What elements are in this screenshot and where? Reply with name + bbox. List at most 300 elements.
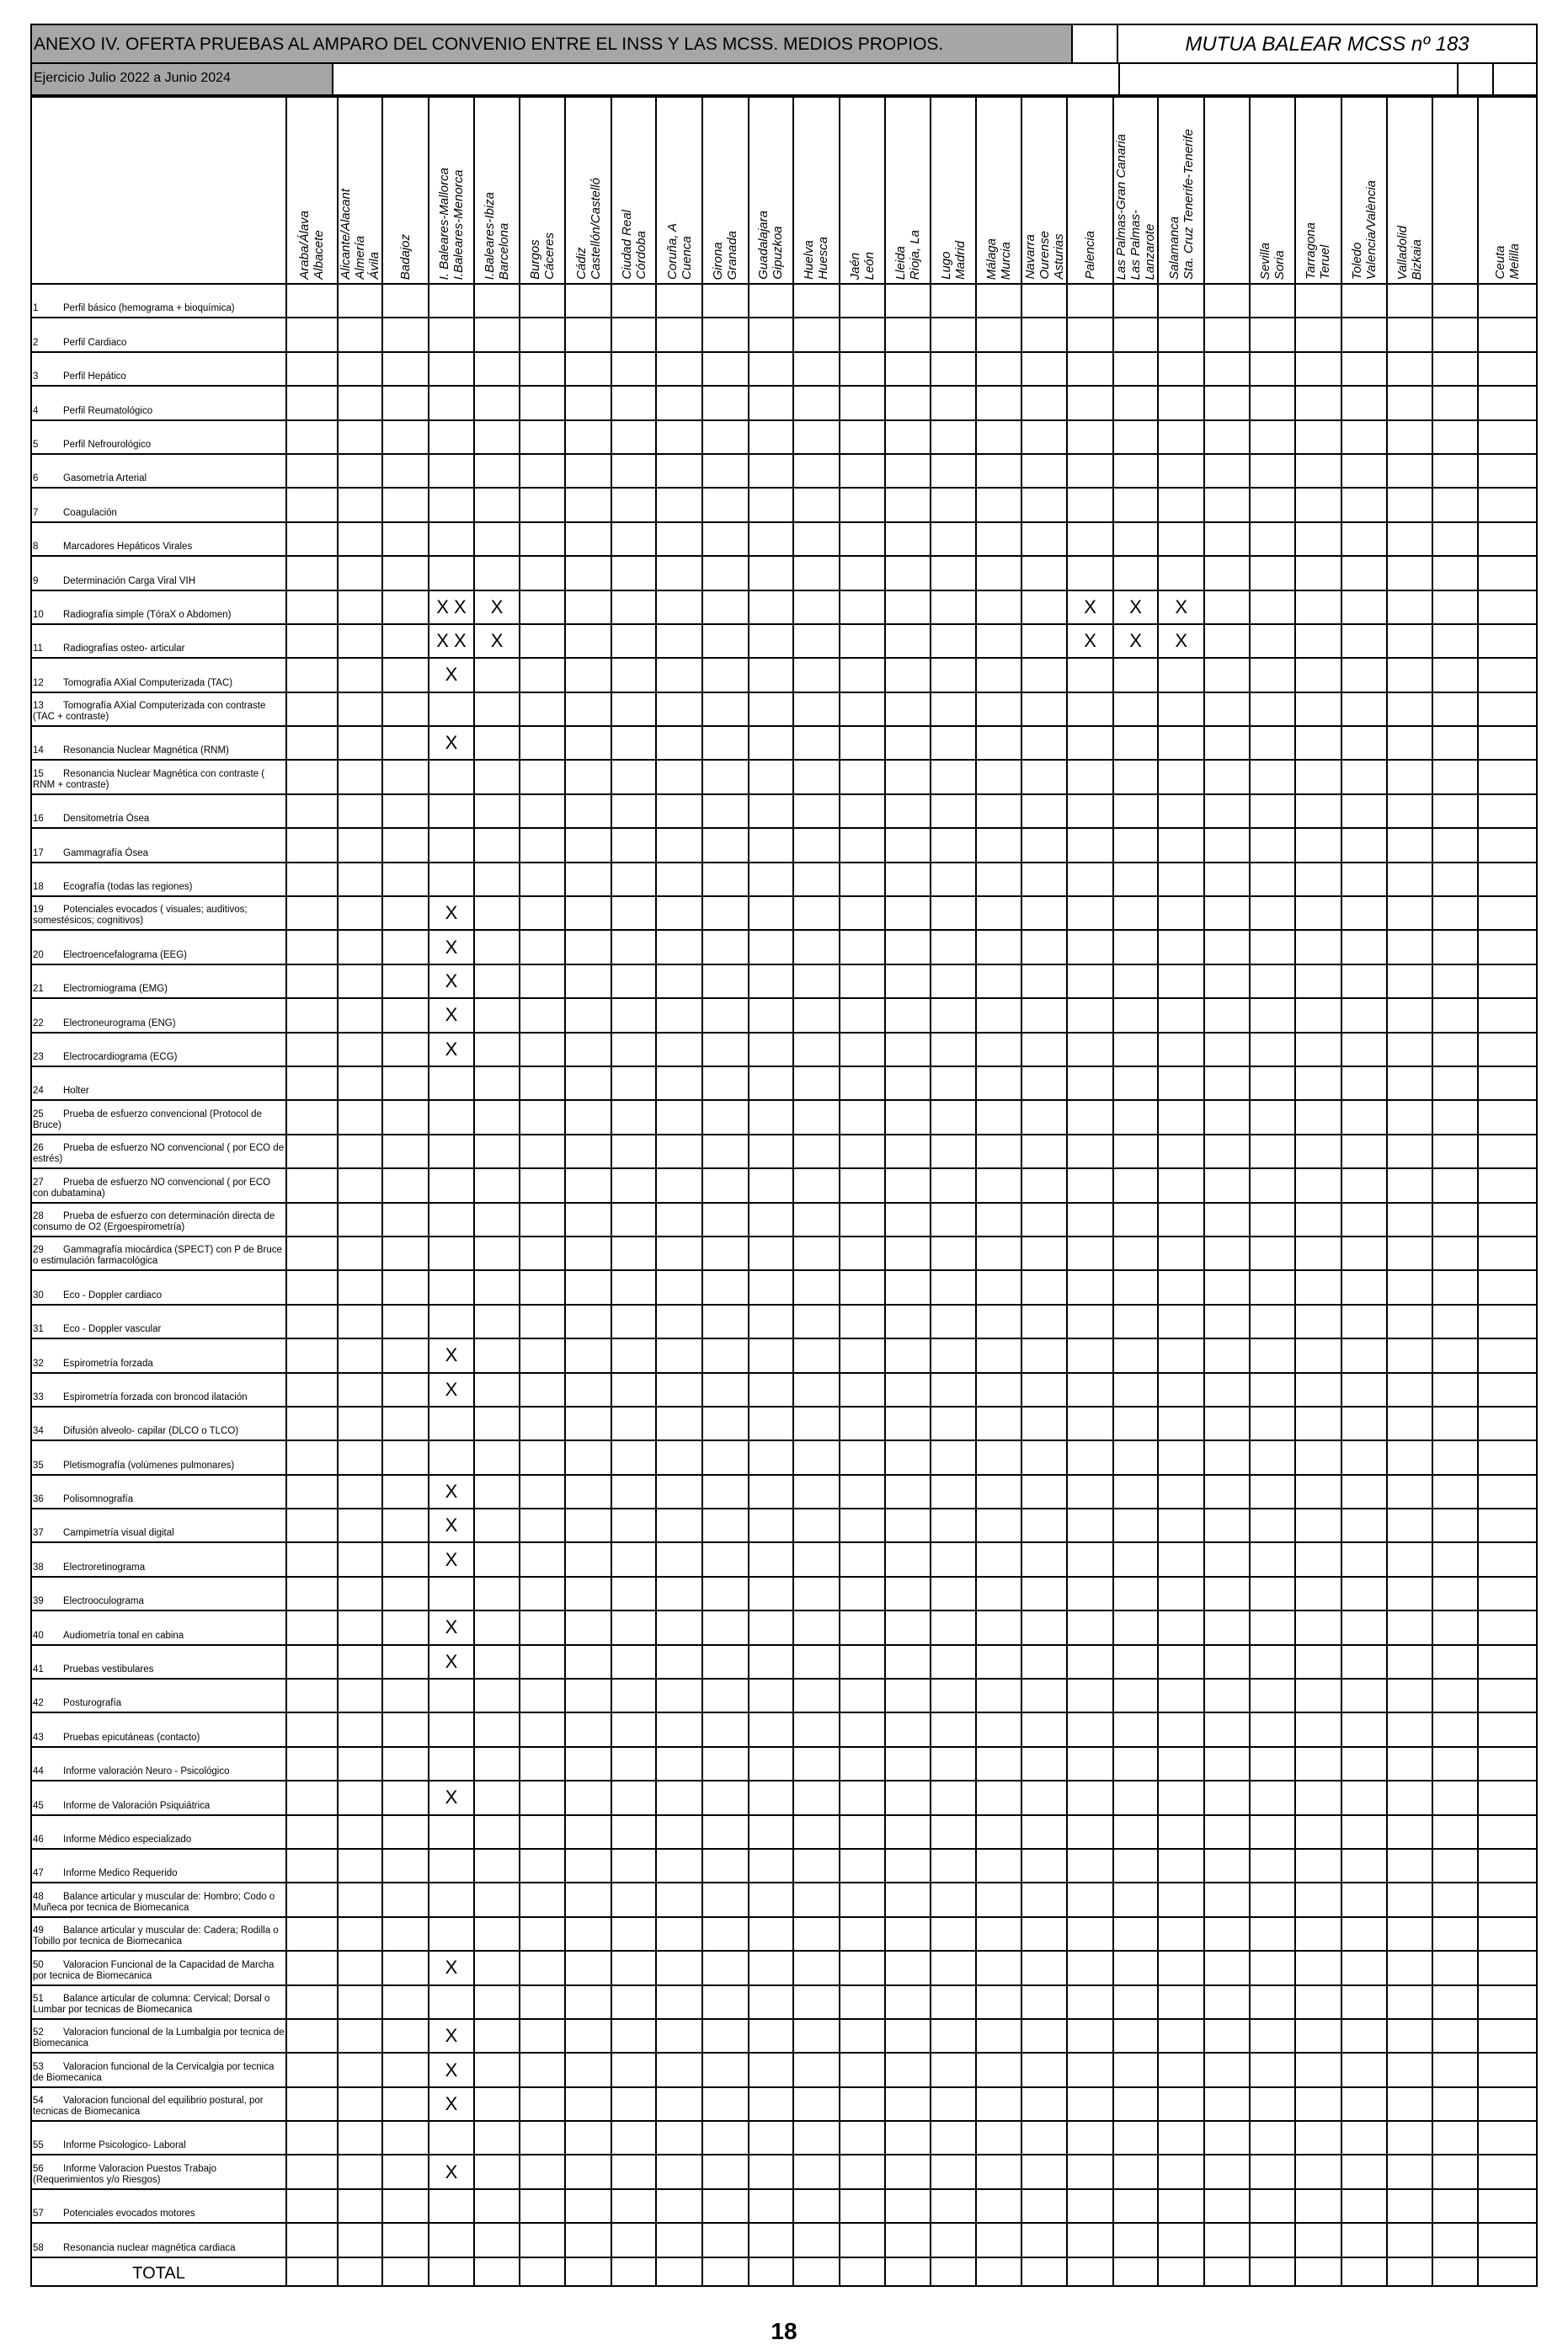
offer-cell — [1204, 2155, 1251, 2188]
offer-cell — [382, 1849, 429, 1883]
offer-cell — [286, 658, 338, 692]
offer-cell — [1432, 1033, 1479, 1066]
offer-cell — [656, 1815, 702, 1849]
province-names — [665, 220, 694, 283]
offer-cell — [338, 1407, 383, 1440]
offer-cell: X — [429, 1951, 475, 1984]
offer-cell — [702, 1985, 749, 2019]
offer-cell — [1021, 1440, 1068, 1474]
province-names — [893, 227, 922, 283]
offer-cell — [1432, 1645, 1479, 1679]
offer-cell — [1250, 2223, 1295, 2257]
offer-cell — [1158, 930, 1204, 964]
offer-cell — [1204, 1712, 1251, 1746]
test-number: 10 — [33, 609, 44, 620]
offer-cell — [565, 318, 611, 351]
offer-cell — [611, 2087, 657, 2121]
offer-cell — [1250, 1781, 1295, 1814]
offer-cell — [749, 828, 794, 862]
offer-cell — [1387, 454, 1432, 488]
offer-cell — [429, 2189, 475, 2223]
offer-cell — [1432, 896, 1479, 930]
offer-cell — [1387, 318, 1432, 351]
offer-cell — [885, 1747, 931, 1781]
offer-cell — [286, 1237, 338, 1270]
offer-cell — [1204, 1407, 1251, 1440]
offer-cell — [1204, 658, 1251, 692]
offer-cell — [382, 658, 429, 692]
offer-cell — [976, 1033, 1021, 1066]
offer-cell — [1158, 1237, 1204, 1270]
offer-cell — [1387, 1849, 1432, 1883]
test-number: 22 — [33, 1018, 44, 1028]
offer-cell — [382, 624, 429, 658]
offer-cell — [429, 1985, 475, 2019]
offer-cell — [976, 930, 1021, 964]
offer-cell — [1250, 1100, 1295, 1134]
offer-cell — [1432, 1815, 1479, 1849]
offer-cell — [976, 352, 1021, 386]
offer-cell — [382, 1168, 429, 1202]
test-label-cell — [31, 2019, 286, 2053]
offer-cell — [1478, 930, 1537, 964]
offer-cell — [840, 318, 886, 351]
offer-cell — [1067, 930, 1113, 964]
test-label-cell — [31, 1135, 286, 1168]
period-row-line — [333, 64, 1538, 96]
offer-cell — [338, 556, 383, 590]
offer-cell — [611, 1883, 657, 1916]
offer-cell — [1250, 1509, 1295, 1542]
offer-cell — [1341, 1611, 1388, 1644]
offer-cell — [656, 1338, 702, 1372]
offer-cell — [382, 2087, 429, 2121]
offer-cell — [1250, 794, 1295, 828]
offer-cell — [1158, 522, 1204, 556]
test-row — [31, 1270, 1537, 1304]
offer-cell — [931, 658, 977, 692]
offer-cell — [702, 1237, 749, 1270]
offer-cell — [1478, 318, 1537, 351]
offer-cell — [338, 1611, 383, 1644]
offer-cell — [749, 863, 794, 896]
test-row — [31, 2121, 1537, 2155]
offer-cell — [474, 1611, 520, 1644]
offer-cell — [1067, 420, 1113, 454]
offer-cell — [702, 658, 749, 692]
test-name: Determinación Carga Viral VIH — [63, 575, 196, 586]
test-label-cell — [31, 2121, 286, 2155]
offer-cell — [1113, 522, 1159, 556]
offer-cell — [702, 1066, 749, 1100]
test-label-cell — [31, 930, 286, 964]
offer-cell — [702, 863, 749, 896]
province-name: Cuenca — [679, 236, 694, 280]
offer-cell — [840, 1100, 886, 1134]
offer-cell — [702, 1611, 749, 1644]
offer-cell — [1113, 1407, 1159, 1440]
offer-cell — [565, 828, 611, 862]
offer-cell — [611, 1951, 657, 1984]
offer-cell — [931, 1781, 977, 1814]
offer-cell — [286, 1270, 338, 1304]
province-name: Sevilla — [1258, 242, 1273, 280]
offer-cell — [749, 352, 794, 386]
offer-cell — [1432, 590, 1479, 624]
test-label-cell — [31, 1475, 286, 1509]
test-label-cell — [31, 1645, 286, 1679]
offer-cell — [1250, 522, 1295, 556]
test-name: Espirometría forzada — [63, 1358, 153, 1369]
province-names — [1493, 240, 1522, 283]
offer-cell — [520, 1747, 566, 1781]
test-label-cell — [31, 1883, 286, 1916]
offer-cell — [1387, 556, 1432, 590]
offer-cell — [749, 726, 794, 760]
offer-cell — [885, 420, 931, 454]
offer-cell — [1067, 1645, 1113, 1679]
offer-cell — [749, 284, 794, 318]
offer-cell — [1478, 556, 1537, 590]
test-label-cell — [31, 658, 286, 692]
offer-cell — [976, 964, 1021, 998]
offer-cell — [1250, 1849, 1295, 1883]
offer-cell — [656, 692, 702, 726]
offer-cell — [1204, 1815, 1251, 1849]
test-row — [31, 2019, 1537, 2053]
offer-cell — [793, 2087, 840, 2121]
province-column-header — [338, 97, 383, 284]
offer-cell — [382, 522, 429, 556]
offer-cell — [1432, 1203, 1479, 1237]
offer-cell — [749, 1168, 794, 1202]
offer-cell — [474, 1237, 520, 1270]
offer-cell — [1067, 386, 1113, 419]
test-row — [31, 1338, 1537, 1372]
offer-cell — [286, 488, 338, 521]
offer-cell — [1341, 930, 1388, 964]
header-row — [30, 24, 1538, 66]
offer-cell — [793, 828, 840, 862]
offer-cell — [793, 658, 840, 692]
offer-cell — [474, 556, 520, 590]
total-cell — [1158, 2257, 1204, 2286]
offer-cell — [286, 284, 338, 318]
offer-cell — [1067, 1815, 1113, 1849]
province-names — [1167, 126, 1196, 283]
offer-cell — [1341, 2155, 1388, 2188]
offer-cell — [1341, 998, 1388, 1032]
offer-cell — [885, 760, 931, 793]
test-name: Perfil Cardiaco — [63, 337, 127, 348]
header-corner — [31, 97, 286, 284]
offer-cell — [1067, 1849, 1113, 1883]
offer-cell — [793, 1645, 840, 1679]
offer-cell — [976, 2053, 1021, 2086]
offer-cell: X — [474, 590, 520, 624]
offer-cell — [1067, 318, 1113, 351]
offer-cell — [885, 1883, 931, 1916]
offer-cell — [885, 1475, 931, 1509]
offer-cell — [565, 1338, 611, 1372]
test-number: 4 — [33, 405, 39, 416]
offer-cell — [1021, 454, 1068, 488]
offer-cell — [749, 2189, 794, 2223]
offer-cell — [793, 624, 840, 658]
offer-cell — [793, 1338, 840, 1372]
offer-cell — [793, 2121, 840, 2155]
offer-cell — [1295, 1679, 1341, 1712]
offer-cell — [1478, 590, 1537, 624]
offer-cell — [474, 1917, 520, 1951]
offer-cell — [793, 1781, 840, 1814]
offer-cell — [1158, 2155, 1204, 2188]
offer-cell — [1478, 2223, 1537, 2257]
offer-cell — [382, 1542, 429, 1576]
offer-cell — [1295, 284, 1341, 318]
offer-cell — [1204, 1917, 1251, 1951]
offer-cell — [1387, 352, 1432, 386]
offer-cell — [382, 1100, 429, 1134]
test-name: Coagulación — [63, 507, 117, 518]
offer-cell — [1295, 1985, 1341, 2019]
offer-cell — [976, 1542, 1021, 1576]
offer-cell — [1158, 1509, 1204, 1542]
offer-cell — [885, 863, 931, 896]
offer-cell — [749, 964, 794, 998]
offer-cell — [611, 692, 657, 726]
test-label-cell — [31, 420, 286, 454]
offer-cell — [656, 1747, 702, 1781]
offer-cell — [931, 556, 977, 590]
offer-cell — [338, 454, 383, 488]
province-column-header — [1295, 97, 1341, 284]
offer-cell — [1478, 454, 1537, 488]
offer-cell — [702, 2223, 749, 2257]
offer-cell — [1067, 1373, 1113, 1407]
offer-cell — [520, 1815, 566, 1849]
offer-cell — [1021, 2189, 1068, 2223]
offer-cell — [565, 1712, 611, 1746]
offer-cell — [565, 556, 611, 590]
offer-cell — [474, 318, 520, 351]
offer-cell — [520, 863, 566, 896]
offer-cell — [382, 930, 429, 964]
offer-cell — [656, 2121, 702, 2155]
offer-cell — [1158, 420, 1204, 454]
test-number: 55 — [33, 2140, 44, 2151]
test-row — [31, 1985, 1537, 2019]
offer-cell — [1387, 998, 1432, 1032]
offer-cell — [611, 1440, 657, 1474]
offer-cell — [382, 1577, 429, 1611]
offer-cell — [1067, 2121, 1113, 2155]
offer-cell — [1158, 2087, 1204, 2121]
offer-cell — [1250, 1645, 1295, 1679]
offer-cell — [382, 1033, 429, 1066]
offer-cell — [931, 692, 977, 726]
offer-cell — [1067, 1951, 1113, 1984]
offer-cell — [474, 1883, 520, 1916]
offer-cell — [565, 1100, 611, 1134]
province-header-row — [31, 97, 1537, 284]
offer-cell — [1021, 1338, 1068, 1372]
offer-cell — [656, 1645, 702, 1679]
offer-cell — [656, 1951, 702, 1984]
offer-cell — [1021, 1033, 1068, 1066]
offer-cell — [1113, 1305, 1159, 1338]
offer-cell — [520, 556, 566, 590]
offer-cell — [885, 2121, 931, 2155]
offer-cell — [1204, 1645, 1251, 1679]
offer-cell — [1204, 2189, 1251, 2223]
offer-cell — [976, 1066, 1021, 1100]
offer-cell — [1021, 2087, 1068, 2121]
offer-cell — [520, 1440, 566, 1474]
offer-cell — [520, 2053, 566, 2086]
test-row — [31, 454, 1537, 488]
offer-cell — [1341, 1203, 1388, 1237]
test-row — [31, 692, 1537, 726]
offer-cell — [1204, 1577, 1251, 1611]
test-row — [31, 318, 1537, 351]
offer-cell — [520, 1849, 566, 1883]
offer-cell — [976, 1985, 1021, 2019]
offer-cell — [338, 1168, 383, 1202]
offer-cell — [429, 1135, 475, 1168]
province-column-header — [885, 97, 931, 284]
offer-cell — [1021, 1781, 1068, 1814]
offer-cell — [565, 692, 611, 726]
offer-cell — [520, 2087, 566, 2121]
offer-cell — [656, 318, 702, 351]
test-row — [31, 930, 1537, 964]
offer-cell — [1067, 1679, 1113, 1712]
offer-cell — [338, 863, 383, 896]
offer-cell — [931, 1815, 977, 1849]
offer-cell — [1113, 1203, 1159, 1237]
offer-cell — [474, 2019, 520, 2053]
offer-cell — [840, 386, 886, 419]
offer-cell — [656, 794, 702, 828]
offer-cell — [976, 2087, 1021, 2121]
offer-cell — [1478, 488, 1537, 521]
offer-cell — [656, 658, 702, 692]
offer-cell — [976, 1645, 1021, 1679]
offer-cell — [1113, 1270, 1159, 1304]
offer-cell — [1158, 1100, 1204, 1134]
offer-cell — [885, 1270, 931, 1304]
offer-cell — [1021, 794, 1068, 828]
offer-cell — [286, 2087, 338, 2121]
offer-cell — [382, 1712, 429, 1746]
offer-cell — [1067, 2189, 1113, 2223]
offer-cell — [1478, 760, 1537, 793]
test-number: 47 — [33, 1868, 44, 1879]
offer-cell — [1158, 1305, 1204, 1338]
offer-cell — [382, 828, 429, 862]
test-row — [31, 2223, 1537, 2257]
offer-cell — [885, 1951, 931, 1984]
test-row — [31, 658, 1537, 692]
offer-cell — [565, 1645, 611, 1679]
test-label-cell — [31, 863, 286, 896]
offer-cell — [749, 1747, 794, 1781]
offer-cell — [656, 2155, 702, 2188]
offer-cell — [565, 1475, 611, 1509]
offer-cell — [1204, 1611, 1251, 1644]
offer-cell — [702, 896, 749, 930]
offer-cell — [565, 386, 611, 419]
offer-cell — [520, 1577, 566, 1611]
offer-cell — [1387, 760, 1432, 793]
offer-cell — [1067, 1440, 1113, 1474]
offer-cell — [382, 386, 429, 419]
offer-cell — [338, 352, 383, 386]
offer-cell — [520, 1542, 566, 1576]
offer-cell — [382, 998, 429, 1032]
offer-cell — [565, 2189, 611, 2223]
province-column-header — [840, 97, 886, 284]
offer-cell — [611, 522, 657, 556]
offer-cell — [611, 386, 657, 419]
offer-cell — [793, 1747, 840, 1781]
offer-cell — [1341, 1475, 1388, 1509]
offer-cell — [749, 1611, 794, 1644]
offer-cell — [1113, 1679, 1159, 1712]
offer-cell — [1204, 1237, 1251, 1270]
offer-cell — [793, 760, 840, 793]
offer-cell — [474, 930, 520, 964]
offer-cell — [749, 488, 794, 521]
offer-cell — [1021, 1066, 1068, 1100]
offer-cell — [1067, 1747, 1113, 1781]
total-cell — [749, 2257, 794, 2286]
offer-cell — [1295, 1203, 1341, 1237]
offer-cell — [885, 2019, 931, 2053]
offer-cell — [520, 1100, 566, 1134]
offer-cell — [1432, 352, 1479, 386]
offer-cell — [749, 1135, 794, 1168]
test-row — [31, 420, 1537, 454]
offer-cell — [474, 1577, 520, 1611]
offer-cell — [286, 522, 338, 556]
offer-cell — [1387, 1611, 1432, 1644]
offer-cell — [286, 1475, 338, 1509]
offer-cell — [1204, 1883, 1251, 1916]
province-column-header — [1341, 97, 1388, 284]
offer-cell — [338, 1645, 383, 1679]
test-label-cell — [31, 760, 286, 793]
offer-cell — [286, 930, 338, 964]
offer-cell: X — [1113, 590, 1159, 624]
offer-cell — [1204, 1509, 1251, 1542]
offer-cell — [1387, 1712, 1432, 1746]
offer-cell — [656, 522, 702, 556]
province-name: Valladolid — [1395, 225, 1410, 280]
offer-cell — [656, 863, 702, 896]
test-number: 1 — [33, 303, 39, 314]
test-name: Marcadores Hepáticos Virales — [63, 542, 193, 553]
offer-cell — [520, 1883, 566, 1916]
offer-cell — [1113, 1509, 1159, 1542]
offer-cell — [840, 1407, 886, 1440]
offer-cell — [1341, 794, 1388, 828]
offer-cell — [1204, 863, 1251, 896]
offer-cell — [286, 760, 338, 793]
offer-cell — [931, 964, 977, 998]
offer-cell — [1113, 964, 1159, 998]
